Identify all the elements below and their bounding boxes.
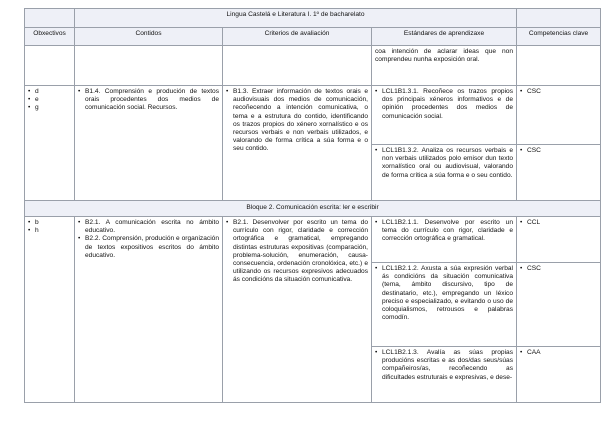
standard-cell	[372, 347, 517, 403]
objective-item: • g	[28, 104, 71, 112]
competence-cell	[517, 145, 601, 201]
col-header-contents: Contidos	[75, 28, 223, 46]
competence-item: • CSC	[520, 147, 597, 155]
objectives-cell	[25, 86, 75, 201]
standard-cell	[372, 145, 517, 201]
empty-cell	[25, 46, 75, 86]
standard-cell	[372, 217, 517, 263]
table-row	[25, 86, 601, 145]
objective-item: • b	[28, 219, 71, 227]
column-header-row	[25, 28, 601, 46]
objective-item: • d	[28, 88, 71, 96]
standard-item: • LCL1B2.1.2. Axusta a súa expresión verbal ás condicións da situación comunicativa (tema, ámbito discursivo, tipo de destinatario, etc.), empregando un léxico preciso e especializado, e evitando o uso de coloquialismos, retrousos e palabras comodín.	[375, 265, 513, 322]
table-title-row	[25, 9, 601, 28]
empty-cell	[75, 46, 223, 86]
competence-item: • CCL	[520, 219, 597, 227]
col-header-competences: Competencias clave	[517, 28, 601, 46]
objective-item: • h	[28, 227, 71, 235]
competence-cell	[517, 347, 601, 403]
block-header-row	[25, 201, 601, 217]
curriculum-table	[24, 8, 601, 403]
standard-item: • LCL1B1.3.1. Recoñece os trazos propios dos principais xéneros informativos e de opinión procedentes dos medios de comunicación social.	[375, 88, 513, 121]
criterion-item: • B2.1. Desenvolver por escrito un tema do currículo con rigor, claridade e corrección ortográfica e gramatical, empregando distintas estruturas expositivas (comparación, problema-solución, enumeración, causa-consecuencia, ordenación cronolóxica, etc.) e utilizando os recursos expresivos adecuados ás condicións da situación comunicativa.	[226, 219, 368, 285]
contents-cell	[75, 217, 223, 403]
criteria-cell	[223, 86, 372, 201]
objective-item: • e	[28, 96, 71, 104]
standard-item: • LCL1B2.1.3. Avalía as súas propias producións escritas e as dos/das seus/súas compañeiros/as, recoñecendo as dificultades estruturais e expresivas, e dese-	[375, 349, 513, 382]
col-header-criteria: Criterios de avaliación	[223, 28, 372, 46]
competence-cell	[517, 263, 601, 347]
table-row	[25, 217, 601, 263]
standard-cell: coa intención de aclarar ideas que non comprendeu nunha exposición oral.	[372, 46, 517, 86]
col-header-objectives: Obxectivos	[25, 28, 75, 46]
competence-cell	[517, 86, 601, 145]
standard-cell	[372, 86, 517, 145]
criteria-cell	[223, 217, 372, 403]
competence-item: • CSC	[520, 88, 597, 96]
empty-cell	[517, 46, 601, 86]
criterion-item: • B1.3. Extraer información de textos orais e audiovisuais dos medios de comunicación, recoñecendo a intención comunicativa, o tema e a estrutura do contido, identificando os trazos propios do xénero xornalístico e os recursos verbais e non verbais utilizados, e valorando de forma crítica a súa forma e o seu contido.	[226, 88, 368, 154]
block-title: Bloque 2. Comunicación escrita: ler e escribir	[25, 201, 601, 217]
competence-item: • CAA	[520, 349, 597, 357]
competence-cell	[517, 217, 601, 263]
table-title: Lingua Castelá e Literatura I. 1º de bacharelato	[75, 9, 517, 28]
standard-item: • LCL1B1.3.2. Analiza os recursos verbais e non verbais utilizados polo emisor dun texto xornalístico oral ou audiovisual, valorando de forma crítica a súa forma e o seu contido.	[375, 147, 513, 180]
competence-item: • CSC	[520, 265, 597, 273]
empty-cell	[223, 46, 372, 86]
col-header-standards: Estándares de aprendizaxe	[372, 28, 517, 46]
content-item: • B2.2. Comprensión, produción e organización de textos expositivos escritos do ámbito educativo.	[78, 235, 219, 260]
standard-item: • LCL1B2.1.1. Desenvolve por escrito un tema do currículo con rigor, claridade e corrección ortográfica e gramatical.	[375, 219, 513, 244]
standard-cell	[372, 263, 517, 347]
table-row	[25, 46, 601, 86]
contents-cell	[75, 86, 223, 201]
objectives-cell	[25, 217, 75, 403]
title-blank-cell	[25, 9, 75, 28]
content-item: • B1.4. Comprensión e produción de textos orais procedentes dos medios de comunicación social. Recursos.	[78, 88, 219, 113]
content-item: • B2.1. A comunicación escrita no ámbito educativo.	[78, 219, 219, 235]
title-blank-cell	[517, 9, 601, 28]
